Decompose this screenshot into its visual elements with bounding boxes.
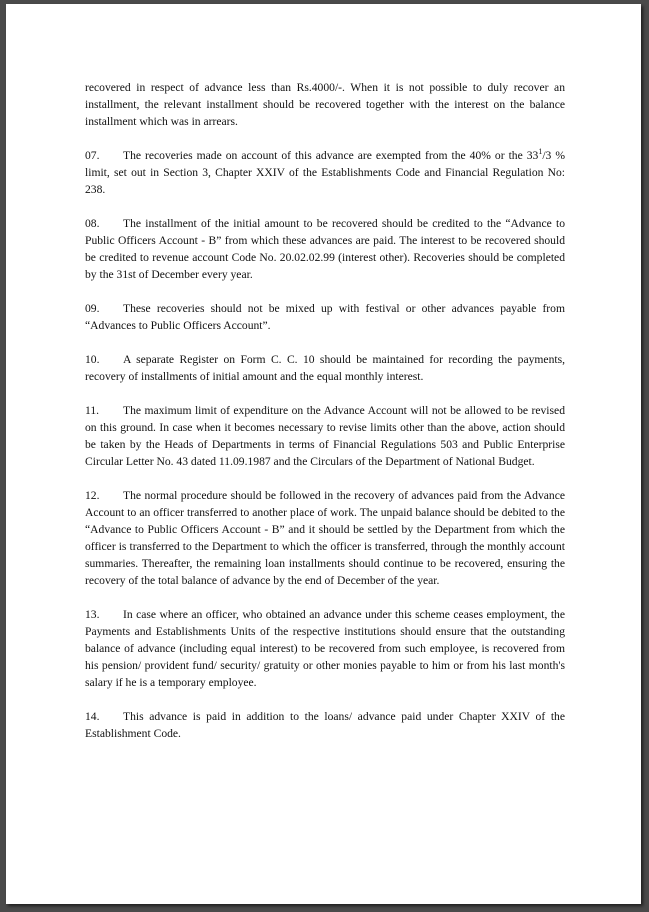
paragraph-number: 07.: [85, 149, 100, 162]
paragraph-14: [85, 708, 565, 742]
paragraph-text: The normal procedure should be followed in the recovery of advances paid from the Advance Account to an officer transferred to another place of work. The unpaid balance should be debited to the “Advance to Public Officers Account - B” and it should be settled by the Department from which the officer is transferred to the Department to which the officer is transferred, through the monthly account summaries. Thereafter, the remaining loan installments should continue to be recovered, ensuring the recovery of the total balance of advance by the end of December of the year.: [85, 489, 565, 587]
document-page: [6, 4, 641, 904]
intro-paragraph: recovered in respect of advance less than Rs.4000/-. When it is not possible to duly recover an installment, the relevant installment should be recovered together with the interest on the balance installment which was in arrears.: [85, 81, 565, 128]
paragraph-10: [85, 351, 565, 385]
paragraph-text: A separate Register on Form C. C. 10 should be maintained for recording the payments, recovery of installments of initial amount and the equal monthly interest.: [85, 353, 565, 383]
paragraph-number: 10.: [85, 353, 100, 366]
paragraph-number: 11.: [85, 404, 100, 417]
paragraph-text: These recoveries should not be mixed up with festival or other advances payable from “Advances to Public Officers Account”.: [85, 302, 565, 332]
paragraph-text-part: The recoveries made on account of this advance are exempted from the 40% or the 33: [123, 149, 539, 162]
paragraph-text: The installment of the initial amount to be recovered should be credited to the “Advance to Public Officers Account - B” from which these advances are paid. The interest to be recovered should be credited to revenue account Code No. 20.02.02.99 (interest other). Recoveries should be completed by the 31st of December every year.: [85, 217, 565, 281]
paragraph-11: [85, 402, 565, 470]
paragraph-text: This advance is paid in addition to the loans/ advance paid under Chapter XXIV of the Establishment Code.: [85, 710, 565, 740]
paragraph-number: 09.: [85, 302, 100, 315]
paragraph-number: 12.: [85, 489, 100, 502]
document-body: [85, 79, 565, 759]
paragraph-text: The maximum limit of expenditure on the Advance Account will not be allowed to be revised on this ground. In case when it becomes necessary to revise limits other than the above, action should be taken by the Heads of Departments in terms of Financial Regulations 503 and Public Enterprise Circular Letter No. 43 dated 11.09.1987 and the Circulars of the Department of National Budget.: [85, 404, 565, 468]
paragraph-number: 08.: [85, 217, 100, 230]
superscript: 1: [538, 147, 543, 157]
paragraph-08: [85, 215, 565, 283]
paragraph-text: In case where an officer, who obtained an advance under this scheme ceases employment, the Payments and Establishments Units of the respective institutions should ensure that the outstanding balance of advance (including equal interest) to be recovered from such employee, is recovered from his pension/ provident fund/ security/ gratuity or other monies payable to him or from his last month's salary if he is a temporary employee.: [85, 608, 565, 689]
paragraph-12: [85, 487, 565, 589]
paragraph-07: [85, 147, 565, 198]
paragraph-number: 14.: [85, 710, 100, 723]
paragraph-13: [85, 606, 565, 691]
paragraph-number: 13.: [85, 608, 100, 621]
paragraph-09: [85, 300, 565, 334]
paragraph-text-part: /3 % limit, set out in Section 3, Chapter XXIV of the Establishments Code and Financial Regulation No: 238.: [85, 149, 565, 196]
